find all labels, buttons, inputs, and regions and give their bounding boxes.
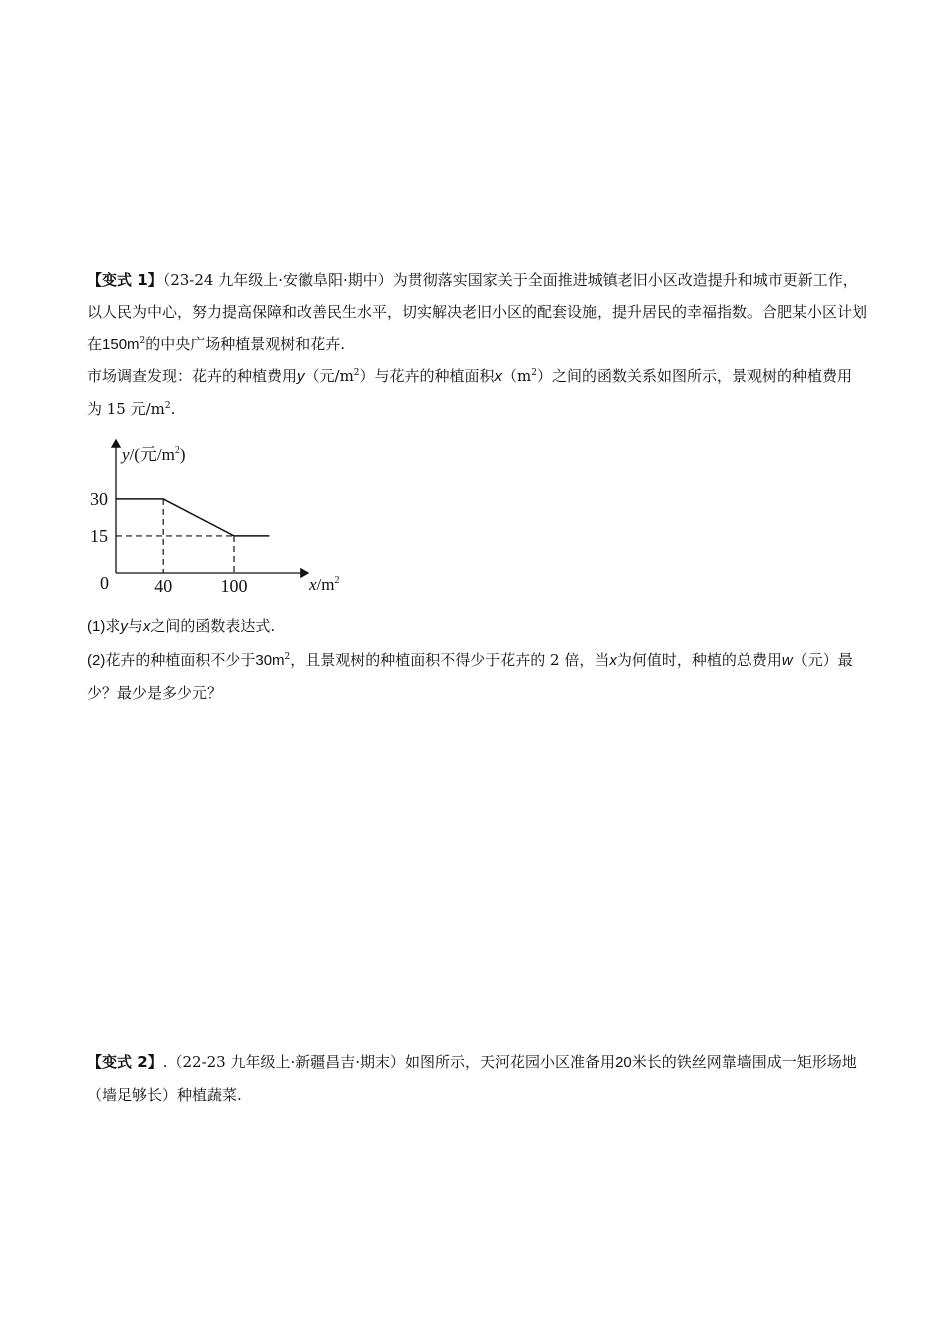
function-graph [80,432,360,606]
y-axis-label: y/(元$/m^2$) [122,445,186,464]
origin-label: 0 [100,573,109,593]
question-2: (2)花卉的种植面积不少于$30m^2$，且景观树的种植面积不得少于花卉的 2 倍，当x为何值时，种植的总费用w（元）最少？最少是多少元？ [87,651,853,702]
x-axis-label: $x/m^2$ [309,575,340,594]
x-tick-40: 40 [154,576,173,596]
problem1-survey: 市场调查发现：花卉的种植费用y（元$/m^2$）与花卉的种植面积$x(m^2)$之间的函数关系如图所示，景观树的种植费用为 15 元$/m^2$. [87,367,853,418]
function-line [116,499,269,536]
problem2-tag: 【变式 2】 [87,1053,163,1071]
y-tick-30: 30 [90,488,108,509]
problem2-source: （22-23 九年级上·新疆昌吉·期末） [167,1053,406,1071]
graph-svg [80,432,360,602]
problem1-tag: 【变式 1】 [87,271,163,289]
y-tick-15: 15 [90,525,108,546]
question-1: (1)求y与x之间的函数表达式. [87,617,276,635]
problem2-intro: 【变式 2】.（22-23 九年级上·新疆昌吉·期末）如图所示，天河花园小区准备用20米长的铁丝网靠墙围成一矩形场地（墙足够长）种植蔬菜. [87,1053,857,1104]
x-tick-100: 100 [220,576,248,596]
problem1-intro: 【变式 1】（23-24 九年级上·安徽阜阳·期中）为贯彻落实国家关于全面推进城镇老旧小区改造提升和城市更新工作，以人民为中心，努力提高保障和改善民生水平，切实解决老旧小区的配套设施，提升居民的幸福指数。合肥某小区计划在$150m^2$的中央广场种植景观树和花卉. [87,271,868,353]
problem1-source: （23-24 九年级上·安徽阜阳·期中） [162,271,393,289]
